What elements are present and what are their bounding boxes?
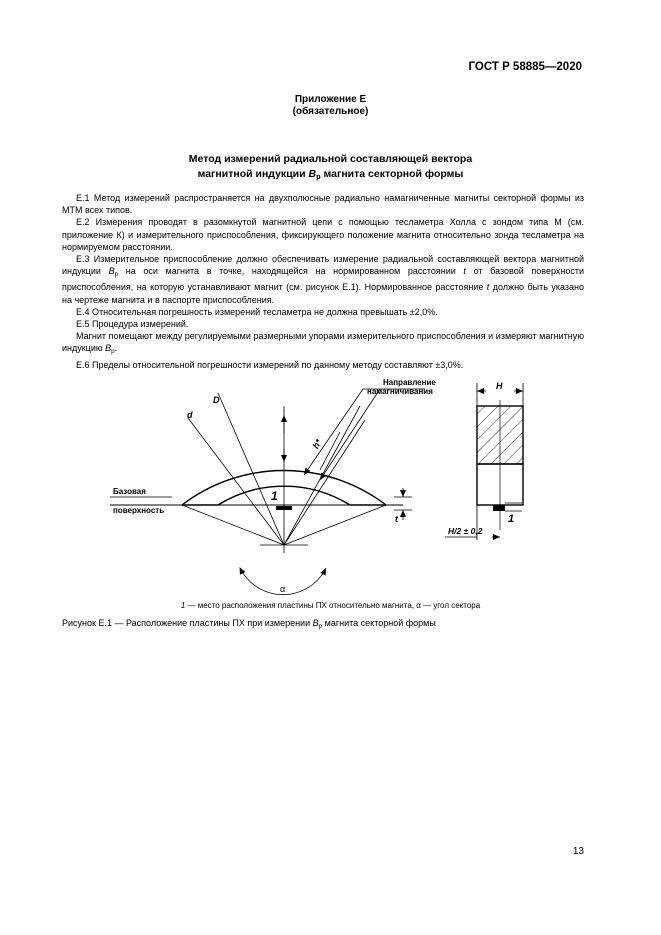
hall-plate-marker bbox=[276, 506, 292, 510]
paragraph-e1: Е.1 Метод измерений распространяется на двухполюсные радиально намагниченные магниты секторной формы из МТМ всех типов. bbox=[62, 193, 584, 216]
label-direction-1: Направление bbox=[383, 378, 436, 387]
standard-number: ГОСТ Р 58885—2020 bbox=[468, 61, 582, 73]
label-outer-diameter: D bbox=[213, 395, 220, 405]
label-position-1: 1 bbox=[271, 489, 278, 503]
label-H-half: H/2 ± 0,2 bbox=[448, 526, 483, 536]
section-title-line2: магнитной индукции $B_р$ магнита секторной формы bbox=[197, 168, 464, 181]
label-t: t bbox=[395, 514, 398, 524]
annex-status: (обязательное) bbox=[292, 106, 369, 117]
label-direction-2: намагничивания bbox=[367, 387, 433, 396]
label-base-1: Базовая bbox=[113, 487, 146, 496]
figure-legend: 1 — место расположения пластины ПХ относительно магнита, α — угол сектора bbox=[180, 601, 481, 610]
annex-name: Приложение Е bbox=[294, 94, 367, 105]
paragraph-e6: Е.6 Пределы относительной погрешности измерений по данному методу составляют ±3,0%. bbox=[76, 359, 464, 370]
figure-caption: Рисунок Е.1 — Расположение пластины ПХ при измерении $B_р$ магнита секторной формы bbox=[62, 618, 436, 630]
paragraph-e4: Е.4 Относительная погрешность измерений тесламетра не должна превышать ±2,0%. bbox=[76, 306, 438, 317]
label-height: h* bbox=[310, 437, 324, 451]
paragraph-e5-procedure: Магнит помещают между регулируемыми размерными упорами измерительного приспособления и измеряют магнитную индукцию $B_р$. bbox=[62, 331, 584, 356]
section-title-line1: Метод измерений радиальной составляющей вектора bbox=[188, 153, 473, 165]
paragraph-e5: Е.5 Процедура измерений. bbox=[76, 319, 189, 330]
page-number: 13 bbox=[572, 846, 584, 857]
label-position-1-side: 1 bbox=[508, 513, 515, 525]
label-alpha: α bbox=[280, 584, 286, 594]
label-H: H bbox=[496, 381, 503, 391]
paragraph-e3: Е.3 Измерительное приспособление должно обеспечивать измерение радиальной составляющей вектора магнитной индукции $B_р$ на оси магнита в точке, находящейся на нормированном расстоянии t от базовой поверхности приспособления, на которую устанавливают магнит (см. рисунок Е.1). Нормированное расстояние t должно быть указано на чертеже магнита и в паспорте приспособления. bbox=[62, 254, 585, 305]
label-inner-diameter: d bbox=[187, 410, 193, 420]
paragraph-e2: Е.2 Измерения проводят в разомкнутой магнитной цепи с помощью тесламетра Холла с зондом типа М (см. приложение К) и измерительного приспособления, фиксирующего положение магнита относительно зонда тесламетра на нормируемом расстоянии. bbox=[62, 217, 584, 252]
label-base-2: поверхность bbox=[113, 506, 165, 515]
